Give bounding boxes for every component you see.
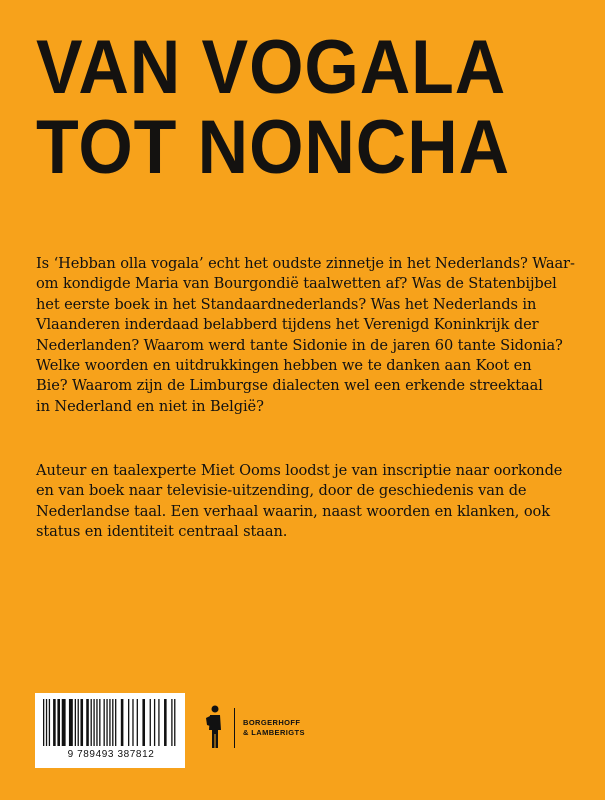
blurb-line: Nederlanden? Waarom werd tante Sidonie in de jaren 60 tante Sidonia? bbox=[36, 336, 563, 354]
barcode-bar bbox=[80, 699, 83, 746]
barcode-bar bbox=[132, 699, 133, 746]
barcode-bar bbox=[128, 699, 129, 746]
blurb-line: Bie? Waarom zijn de Limburgse dialecten wel een erkende streektaal bbox=[36, 377, 543, 395]
blurb-line: in Nederland en niet in België? bbox=[36, 397, 264, 415]
barcode-bar bbox=[75, 699, 76, 746]
barcode-bar bbox=[49, 699, 50, 746]
barcode-bar bbox=[142, 699, 145, 746]
blurb-line: om kondigde Maria van Bourgondië taalwetten af? Was de Statenbijbel bbox=[36, 275, 557, 293]
barcode-bar bbox=[104, 699, 105, 746]
barcode-bar bbox=[62, 699, 66, 746]
blurb-line: Is ‘Hebban olla vogala’ echt het oudste zinnetje in het Nederlands? Waar- bbox=[36, 255, 575, 272]
publisher-divider bbox=[234, 708, 235, 748]
barcode-bars bbox=[43, 699, 177, 746]
barcode-bar bbox=[91, 699, 92, 746]
blurb-line: het eerste boek in het Standaardnederlands? Was het Nederlands in bbox=[36, 295, 537, 313]
blurb-line: en van boek naar televisie-uitzending, door de geschiedenis van de bbox=[36, 482, 527, 500]
publisher-logo-icon bbox=[204, 704, 226, 752]
barcode-bar bbox=[69, 699, 73, 746]
barcode-bar bbox=[137, 699, 138, 746]
barcode-bar bbox=[154, 699, 155, 746]
barcode-bar bbox=[93, 699, 94, 746]
barcode-bar bbox=[43, 699, 44, 746]
isbn-number: 9 789493 387812 bbox=[67, 749, 155, 760]
barcode-bar bbox=[112, 699, 113, 746]
barcode-bar bbox=[174, 699, 175, 746]
publisher-name bbox=[243, 718, 305, 738]
barcode-bar bbox=[150, 699, 151, 746]
barcode-bar bbox=[78, 699, 79, 746]
blurb-line: status en identiteit centraal staan. bbox=[36, 523, 288, 541]
barcode-bar bbox=[53, 699, 56, 746]
blurb-line: Vlaanderen inderdaad belabberd tijdens het Verenigd Koninkrijk der bbox=[36, 316, 539, 334]
title-line-1: VAN VOGALA bbox=[36, 25, 507, 110]
barcode-bar bbox=[158, 699, 159, 746]
title-line-2: TOT NONCHA bbox=[36, 105, 511, 190]
barcode-bar bbox=[121, 699, 124, 746]
barcode-bar bbox=[171, 699, 172, 746]
barcode-bar bbox=[86, 699, 89, 746]
blurb-line: Auteur en taalexperte Miet Ooms loodst je van inscriptie naar oorkonde bbox=[36, 462, 563, 479]
blurb-paragraph-2 bbox=[36, 461, 576, 543]
blurb-line: Nederlandse taal. Een verhaal waarin, naast woorden en klanken, ook bbox=[36, 502, 550, 520]
barcode-bar bbox=[109, 699, 110, 746]
publisher-block bbox=[204, 704, 305, 752]
barcode-bar bbox=[57, 699, 60, 746]
barcode-bar bbox=[96, 699, 97, 746]
barcode-bar bbox=[164, 699, 167, 746]
isbn-barcode bbox=[35, 693, 185, 768]
barcode-bar bbox=[99, 699, 100, 746]
barcode-bar bbox=[46, 699, 47, 746]
publisher-name-line-2: & LAMBERIGTS bbox=[243, 728, 305, 737]
blurb-paragraph-1 bbox=[36, 254, 576, 417]
barcode-bar bbox=[106, 699, 107, 746]
barcode-bar bbox=[115, 699, 116, 746]
book-title bbox=[36, 25, 537, 190]
publisher-name-line-1: BORGERHOFF bbox=[243, 718, 301, 727]
blurb-line: Welke woorden en uitdrukkingen hebben we te danken aan Koot en bbox=[36, 357, 532, 375]
